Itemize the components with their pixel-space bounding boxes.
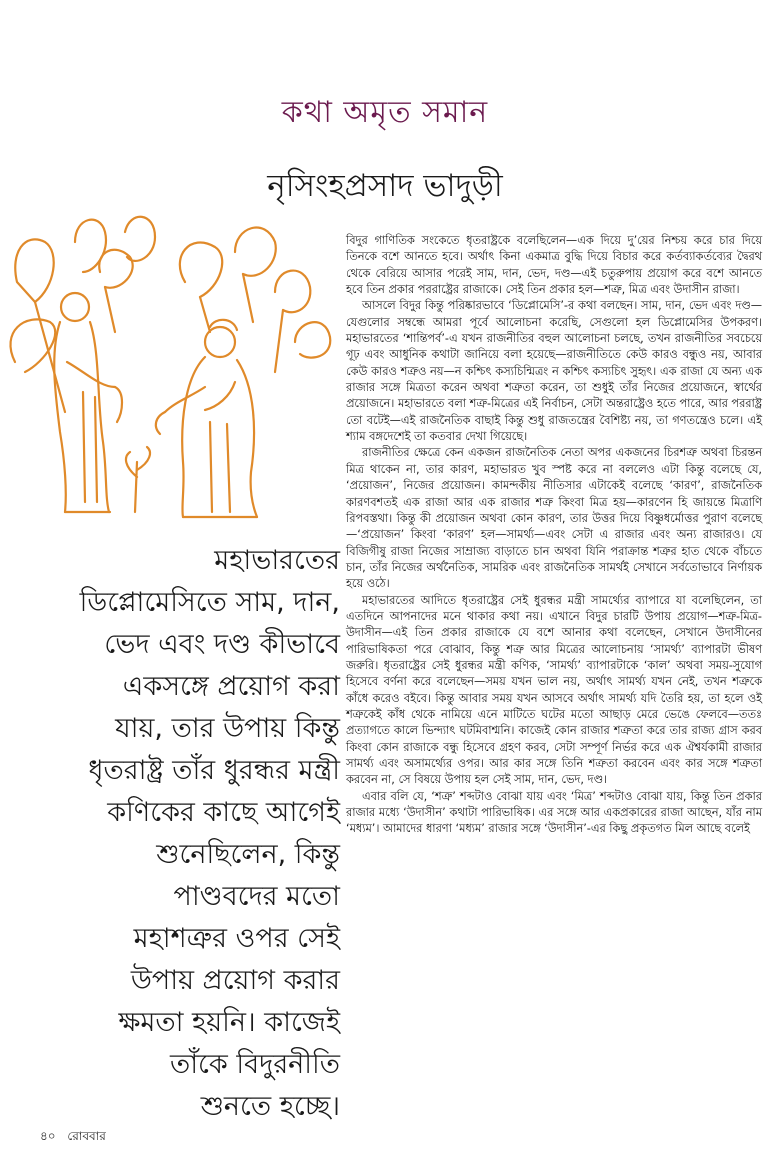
pull-quote [79, 540, 340, 1122]
pull-quote-line: মহাশত্রুর ওপর সেই [133, 923, 340, 954]
article-title: কথা অমৃত সমান [281, 95, 489, 131]
pull-quote-line: ক্ষমতা হয়নি। কাজেই [118, 1007, 340, 1038]
magazine-name: রোববার [67, 1129, 106, 1143]
body-paragraph: বিদুর গাণিতিক সংকেতে ধৃতরাষ্ট্রকে বলেছিলেন—এক দিয়ে দু’য়ের নিশ্চয় করে চার দিয়ে তিনকে বশে আনতে হবে। অর্থাৎ কিনা একমাত্র বুদ্ধি দিয়ে বিচার করে কর্তব্যাকর্তব্যের দ্বৈরথ থেকে বেরিয়ে আসার পরেই সাম, দান, ভেদ, দণ্ড—এই চতুরুপায় প্রয়োগ করে বশে আনতে হবে তিন প্রকার পররাষ্ট্রের রাজাকে। সেই তিন প্রকার হল—শত্রু, মিত্র এবং উদাসীন রাজা। [346, 234, 762, 297]
illustration [5, 212, 335, 527]
pull-quote-line: শুনেছিলেন, কিন্তু [156, 839, 340, 870]
article-body [346, 233, 762, 838]
pull-quote-line: তাঁকে বিদুরনীতি [169, 1049, 340, 1080]
left-figure-drawing [54, 293, 122, 512]
leaves-drawing [10, 217, 330, 412]
page-footer [40, 1128, 106, 1148]
pull-quote-line: ভেদ এবং দণ্ড কীভাবে [104, 629, 340, 660]
pull-quote-line: ডিপ্লোমেসিতে সাম, দান, [79, 587, 340, 618]
body-paragraph: রাজনীতির ক্ষেত্রে কেন একজন রাজনৈতিক নেতা অপর একজনের চিরশত্রু অথবা চিরন্তন মিত্র থাকেন না, তার কারণ, মহাভারত খুব স্পষ্ট করে না বললেও এটা কিন্তু বলেছে যে, ‘প্রয়োজন’, নিজের প্রয়োজন। কামন্দকীয় নীতিসার এটাকেই বলেছে ‘কারণ’, রাজনৈতিক কারণবশতই এক রাজা আর এক রাজার শত্রু কিংবা মিত্র হয়—কারণেন হি জায়ন্তে মিত্রাণি রিপবস্তথা। কিন্তু কী প্রয়োজন অথবা কোন কারণ, তার উত্তর দিয়ে বিষ্ণুধর্মোত্তর পুরাণ বলেছে—‘প্রয়োজন’ কিংবা ‘কারণ’ হল—সামর্থ্য—এবং সেটা এ রাজার এবং অন্য রাজারও। যে বিজিগীষু রাজা নিজের সাম্রাজ্য বাড়াতে চান অথবা যিনি পরাক্রান্ত শত্রুর হাত থেকে বাঁচতে চান, তাঁর নিজের অর্থনৈতিক, সামরিক এবং রাজনৈতিক সামর্থই সেখানে সর্বতোভাবে নির্ণায়ক হয়ে ওঠে। [346, 446, 762, 591]
pull-quote-line: মহাভারতের [214, 545, 340, 576]
page-number: ৪০ [40, 1129, 56, 1143]
body-paragraph: আসলে বিদুর কিন্তু পরিষ্কারভাবে ‘ডিপ্লোমেসি’-র কথা বলছেন। সাম, দান, ভেদ এবং দণ্ড—যেগুলোর সম্বন্ধে আমরা পূর্বে আলোচনা করেছি, সেগুলো হল ডিপ্লোমেসির উপকরণ। মহাভারতের ‘শান্তিপর্ব’-এ যখন রাজনীতির বহুল আলোচনা চলছে, তখন রাজনীতির সবচেয়ে গূঢ় এবং আধুনিক কথাটা জানিয়ে বলা হয়েছে—রাজনীতিতে কেউ কারও বন্ধুও নয়, আবার কেউ কারও শত্রুও নয়—ন কশ্চিৎ কস্যচিন্মিত্রং ন কশ্চিৎ কস্যচিৎ সুহৃৎ। এক রাজা যে অন্য এক রাজার সঙ্গে মিত্রতা করেন অথবা শত্রুতা করেন, তা শুধুই তাঁর নিজের প্রয়োজনে, স্বার্থের প্রয়োজনে। মহাভারতে বলা শত্রু-মিত্রের এই নির্বাচন, সেটা অন্তরাষ্ট্রেও হতে পারে, আর পররাষ্ট্র তো বটেই—এই রাজনৈতিক বাছাই কিন্তু শুধু রাজতন্ত্রের বৈশিষ্ট্য নয়, তা গণতন্ত্রেও চলে। এই শ্যাম বঙ্গদেশেই তা কতবার দেখা গিয়েছে। [346, 299, 762, 444]
right-figure-drawing [156, 320, 257, 517]
body-paragraph: মহাভারতের আদিতে ধৃতরাষ্ট্রের সেই ধুরন্ধর মন্ত্রী সামর্থ্যের ব্যাপারে যা বলেছিলেন, তা এতদিনে আপনাদের মনে থাকার কথা নয়। এখানে বিদুর চারটি উপায় প্রয়োগ—শত্রু-মিত্র-উদাসীন—এই তিন প্রকার রাজাকে যে বশে আনার কথা বলেছেন, সেখানে উদাসীনের পারিভাষিকতা পরে বোঝাব, কিন্তু শত্রু আর মিত্রের আলোচনায় ‘সামর্থ্য’ ব্যাপারটা ভীষণ জরুরি। ধৃতরাষ্ট্রের সেই ধুরন্ধর মন্ত্রী কণিক, ‘সামর্থ্য’ ব্যাপারটাকে ‘কাল’ অথবা সময়-সুযোগ হিসেবে বর্ণনা করে বলেছেন—সময় যখন ভাল নয়, অর্থাৎ সামর্থ্য যখন নেই, তখন শত্রুকে কাঁধে করেও বইবে। কিন্তু আবার সময় যখন আসবে অর্থাৎ সামর্থ্য যদি তৈরি হয়, তা হলে ওই শত্রুকেই কাঁধ থেকে নামিয়ে এনে মাটিতে ঘটের মতো আছাড় মেরে ভেঙে ফেলবে—ততঃ প্রত্যাগতে কালে ভিন্দ্যাৎ ঘটমিবাশ্মনি। কাজেই কোন রাজার শত্রুতা করে তার রাজ্য গ্রাস করব কিংবা কোন রাজাকে বন্ধু হিসেবে গ্রহণ করব, সেটা সম্পূর্ণ নির্ভর করে এক ঐশ্বর্যকামী রাজার সামর্থ্য এবং অসামর্থ্যের ওপর। আর কার সঙ্গে তিনি শত্রুতা করবেন এবং কার সঙ্গে শত্রুতা করবেন না, সে বিষয়ে উপায় হল সেই সাম, দান, ভেদ, দণ্ড। [346, 593, 762, 787]
author-name: নৃসিংহপ্রসাদ ভাদুড়ী [267, 168, 503, 204]
pull-quote-line: একসঙ্গে প্রয়োগ করা [122, 671, 340, 702]
pull-quote-line: শুনতে হচ্ছে। [200, 1091, 340, 1122]
pull-quote-line: পাণ্ডবদের মতো [173, 881, 340, 912]
pull-quote-line: যায়, তার উপায় কিন্তু [115, 713, 340, 744]
body-paragraph: এবার বলি যে, ‘শত্রু’ শব্দটাও বোঝা যায় এবং ‘মিত্র’ শব্দটাও বোঝা যায়, কিন্তু তিন প্রকার রাজার মধ্যে ‘উদাসীন’ কথাটা পারিভাষিক। এর সঙ্গে আর একপ্রকারের রাজা আছেন, যাঁর নাম ‘মধ্যম’। আমাদের ধারণা ‘মধ্যম’ রাজার সঙ্গে ‘উদাসীন’-এর কিছু প্রকৃতগত মিল আছে বলেই [346, 789, 762, 836]
pull-quote-line: ধৃতরাষ্ট্র তাঁর ধুরন্ধর মন্ত্রী [88, 755, 340, 786]
pull-quote-line: উপায় প্রয়োগ করার [130, 965, 340, 996]
plant-drawing [126, 447, 150, 512]
pull-quote-line: কণিকের কাছে আগেই [107, 797, 340, 828]
